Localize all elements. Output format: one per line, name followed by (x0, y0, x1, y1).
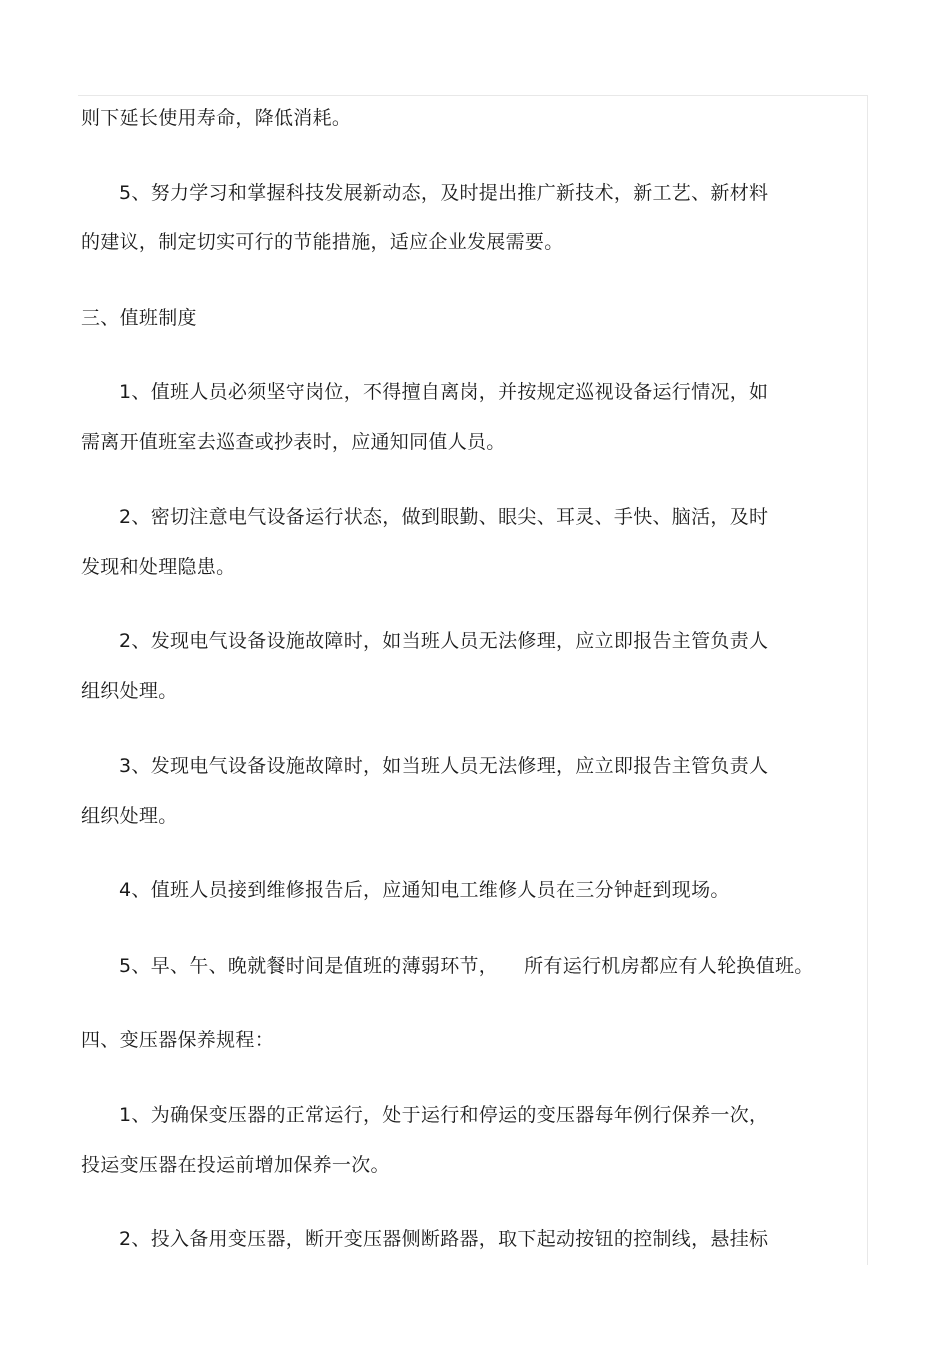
text-line: 组织处理。 (81, 805, 178, 827)
text-segment: 5、早、午、晚就餐时间是值班的薄弱环节， (119, 955, 499, 977)
page-frame (78, 95, 868, 1265)
text-line: 1、为确保变压器的正常运行，处于运行和停运的变压器每年例行保养一次， (119, 1104, 769, 1126)
text-line: 需离开值班室去巡查或抄表时，应通知同值人员。 (81, 431, 506, 453)
text-line: 发现和处理隐患。 (81, 556, 236, 578)
text-line: 则下延长使用寿命，降低消耗。 (81, 107, 352, 129)
section-heading: 四、变压器保养规程： (81, 1029, 275, 1051)
text-line: 5、努力学习和掌握科技发展新动态，及时提出推广新技术，新工艺、新材料 (119, 182, 769, 204)
text-line: 2、发现电气设备设施故障时，如当班人员无法修理，应立即报告主管负责人 (119, 630, 769, 652)
text-segment: 所有运行机房都应有人轮换值班。 (524, 955, 814, 977)
text-line: 组织处理。 (81, 680, 178, 702)
text-line (119, 954, 814, 978)
text-line: 2、密切注意电气设备运行状态，做到眼勤、眼尖、耳灵、手快、脑活，及时 (119, 506, 769, 528)
text-line: 3、发现电气设备设施故障时，如当班人员无法修理，应立即报告主管负责人 (119, 755, 769, 777)
section-heading: 三、值班制度 (81, 307, 197, 329)
text-line: 2、投入备用变压器，断开变压器侧断路器，取下起动按钮的控制线，悬挂标 (119, 1228, 769, 1250)
text-line: 的建议，制定切实可行的节能措施，适应企业发展需要。 (81, 231, 564, 253)
text-line: 1、值班人员必须坚守岗位，不得擅自离岗，并按规定巡视设备运行情况，如 (119, 381, 769, 403)
text-line: 投运变压器在投运前增加保养一次。 (81, 1154, 390, 1176)
text-line: 4、值班人员接到维修报告后，应通知电工维修人员在三分钟赶到现场。 (119, 879, 730, 901)
